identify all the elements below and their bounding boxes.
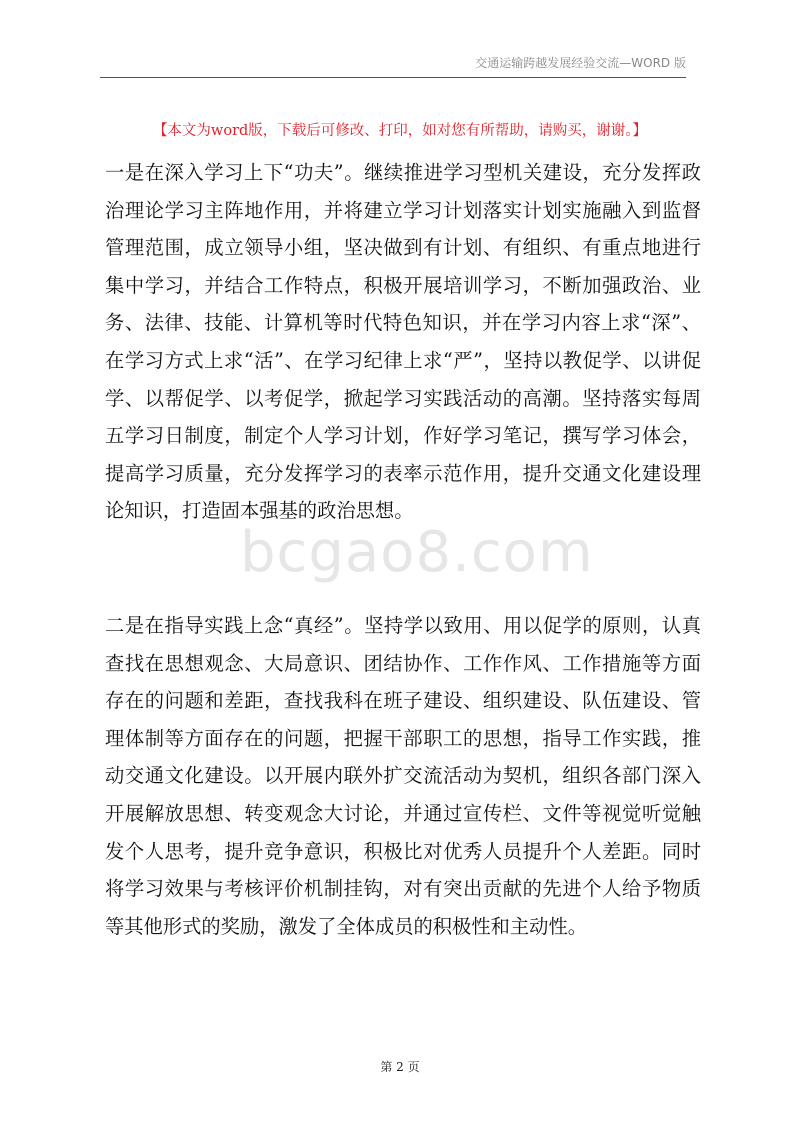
text-line: 等其他形式的奖励，激发了全体成员的积极性和主动性。	[105, 914, 588, 938]
text-line: 理体制等方面存在的问题，把握干部职工的思想，指导工作实践，推	[105, 726, 701, 750]
page-header-title: 交通运输跨越发展经验交流—WORD 版	[475, 56, 686, 70]
text-line: 一是在深入学习上下“功夫”。继续推进学习型机关建设，充分发挥政	[105, 161, 701, 184]
text-line: 将学习效果与考核评价机制挂钩，对有突出贡献的先进个人给予物质	[105, 877, 701, 901]
text-line: 集中学习，并结合工作特点，积极开展培训学习，不断加强政治、业	[105, 273, 701, 297]
text-line: 查找在思想观念、大局意识、团结协作、工作作风、工作措施等方面	[105, 651, 701, 675]
text-line: 存在的问题和差距，查找我科在班子建设、组织建设、队伍建设、管	[105, 689, 701, 713]
text-line: 开展解放思想、转变观念大讨论，并通过宣传栏、文件等视觉听觉触	[105, 801, 701, 825]
text-line: 动交通文化建设。以开展内联外扩交流活动为契机，组织各部门深入	[105, 764, 701, 788]
text-line: 治理论学习主阵地作用，并将建立学习计划落实计划实施融入到监督	[105, 198, 701, 222]
text-line: 发个人思考，提升竞争意识，积极比对优秀人员提升个人差距。同时	[105, 839, 701, 863]
header-divider	[100, 77, 686, 78]
watermark: bcgao8.com	[240, 520, 594, 585]
text-line: 二是在指导实践上念“真经”。坚持学以致用、用以促学的原则，认真	[105, 614, 701, 637]
text-line: 管理范围，成立领导小组，坚决做到有计划、有组织、有重点地进行	[105, 236, 701, 260]
text-line: 在学习方式上求“活”、在学习纪律上求“严”，坚持以教促学、以讲促	[105, 348, 701, 372]
paragraph-2	[105, 607, 701, 945]
text-line: 论知识，打造固本强基的政治思想。	[105, 499, 414, 523]
page-number: 第 2 页	[380, 1060, 420, 1074]
paragraph-1	[105, 154, 701, 530]
text-line: 务、法律、技能、计算机等时代特色知识，并在学习内容上求“深”、	[105, 311, 701, 335]
text-line: 五学习日制度，制定个人学习计划，作好学习笔记，撰写学习体会，	[105, 424, 701, 448]
text-line: 学、以帮促学、以考促学，掀起学习实践活动的高潮。坚持落实每周	[105, 386, 701, 410]
purchase-notice: 【本文为word版，下载后可修改、打印，如对您有所帮助，请购买，谢谢。】	[152, 123, 648, 139]
text-line: 提高学习质量，充分发挥学习的表率示范作用，提升交通文化建设理	[105, 461, 701, 485]
